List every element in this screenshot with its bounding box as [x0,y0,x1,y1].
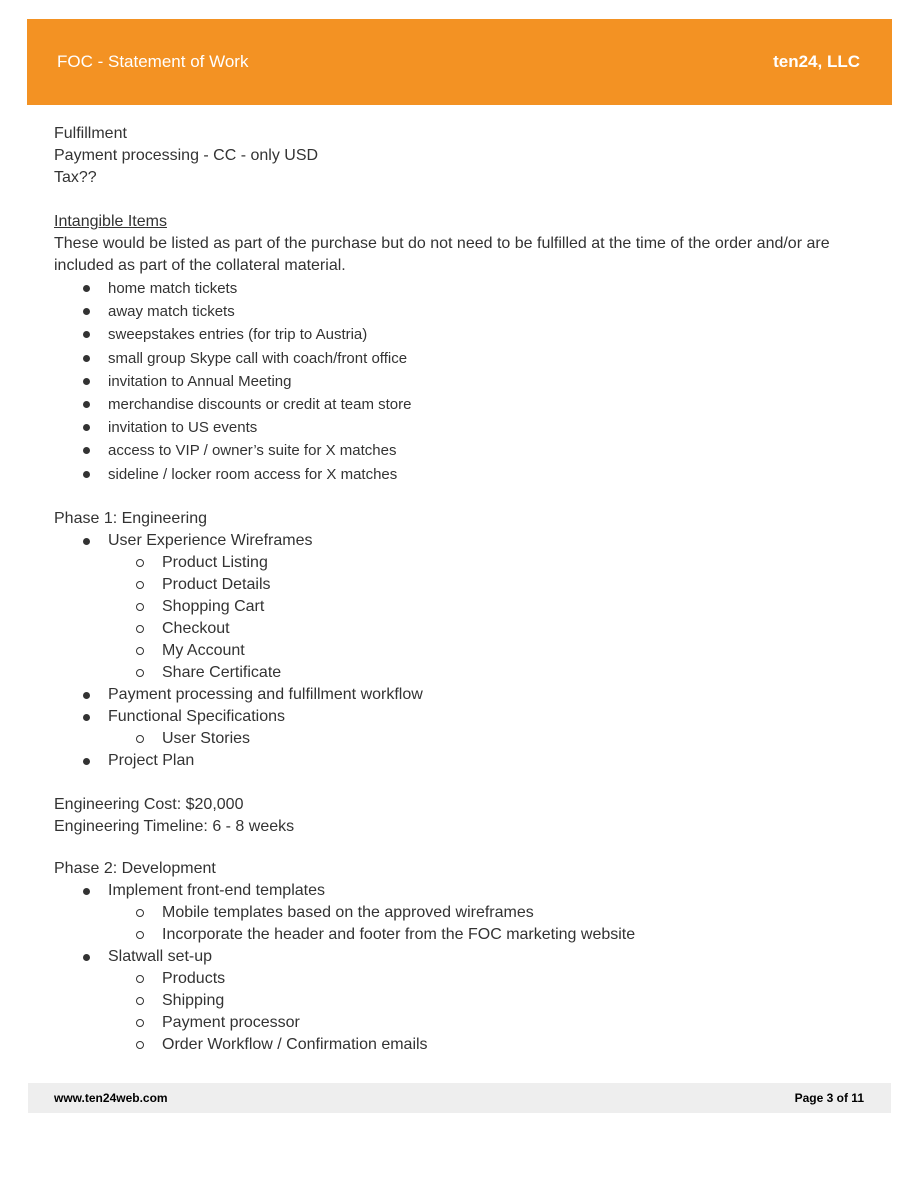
intro-line: Tax?? [54,169,97,186]
circle-bullet-icon [136,581,144,589]
intangible-heading: Intangible Items [54,213,167,230]
intro-line: Payment processing - CC - only USD [54,147,319,164]
circle-bullet-icon [136,669,144,677]
bullet-icon [83,447,90,454]
list-item: Project Plan [54,750,874,772]
circle-bullet-icon [136,975,144,983]
phase2-list [54,880,874,902]
circle-bullet-icon [136,931,144,939]
intangible-list [54,277,874,486]
phase1-list [54,750,874,772]
circle-bullet-icon [136,625,144,633]
bullet-icon [83,378,90,385]
circle-bullet-icon [136,997,144,1005]
bullet-icon [83,424,90,431]
list-item: Payment processing and fulfillment workflow [54,684,874,706]
list-item: Functional Specifications [54,706,874,728]
list-item: sweepstakes entries (for trip to Austria) [54,323,874,346]
phase1-sublist [54,728,874,750]
circle-bullet-icon [136,603,144,611]
sub-list-item: Mobile templates based on the approved wireframes [54,902,874,924]
phase1-sublist [54,552,874,684]
bullet-icon [83,401,90,408]
intro-line: Fulfillment [54,125,127,142]
sub-list-item: Payment processor [54,1012,874,1034]
page-number: Page 3 of 11 [794,1091,864,1105]
phase2-sublist [54,902,874,946]
bullet-icon [83,954,90,961]
list-item: small group Skype call with coach/front office [54,347,874,370]
sub-list-item: Checkout [54,618,874,640]
engineering-cost: Engineering Cost: $20,000 [54,795,244,813]
bullet-icon [83,331,90,338]
page-footer [28,1083,891,1113]
bullet-icon [83,714,90,721]
list-item: invitation to US events [54,416,874,439]
list-item: merchandise discounts or credit at team store [54,393,874,416]
sub-list-item: Product Details [54,574,874,596]
circle-bullet-icon [136,559,144,567]
list-item: invitation to Annual Meeting [54,370,874,393]
sub-list-item: Product Listing [54,552,874,574]
circle-bullet-icon [136,735,144,743]
phase2-sublist [54,968,874,1056]
phase2-list [54,946,874,968]
bullet-icon [83,538,90,545]
list-item: away match tickets [54,300,874,323]
bullet-icon [83,888,90,895]
engineering-timeline: Engineering Timeline: 6 - 8 weeks [54,817,295,835]
sub-list-item: User Stories [54,728,874,750]
list-item: Implement front-end templates [54,880,874,902]
bullet-icon [83,471,90,478]
list-item: home match tickets [54,277,874,300]
sub-list-item: Shipping [54,990,874,1012]
company-name: ten24, LLC [773,52,860,71]
phase2-heading: Phase 2: Development [54,859,216,877]
sub-list-item: Shopping Cart [54,596,874,618]
page-header [27,19,892,105]
bullet-icon [83,355,90,362]
circle-bullet-icon [136,647,144,655]
bullet-icon [83,758,90,765]
circle-bullet-icon [136,909,144,917]
list-item: sideline / locker room access for X matches [54,463,874,486]
footer-url[interactable]: www.ten24web.com [54,1091,168,1105]
sub-list-item: Order Workflow / Confirmation emails [54,1034,874,1056]
list-item: access to VIP / owner’s suite for X matches [54,439,874,462]
circle-bullet-icon [136,1019,144,1027]
phase1-heading: Phase 1: Engineering [54,509,207,527]
list-item: User Experience Wireframes [54,530,874,552]
document-title: FOC - Statement of Work [57,52,249,71]
sub-list-item: Incorporate the header and footer from the FOC marketing website [54,924,874,946]
sub-list-item: My Account [54,640,874,662]
circle-bullet-icon [136,1041,144,1049]
bullet-icon [83,308,90,315]
intangible-description: These would be listed as part of the purchase but do not need to be fulfilled at the time of the order and/or are included as part of the collateral material. [54,235,830,274]
document-body [54,123,874,1056]
phase1-list [54,530,874,552]
list-item: Slatwall set-up [54,946,874,968]
sub-list-item: Share Certificate [54,662,874,684]
bullet-icon [83,692,90,699]
bullet-icon [83,285,90,292]
phase1-list [54,684,874,728]
sub-list-item: Products [54,968,874,990]
